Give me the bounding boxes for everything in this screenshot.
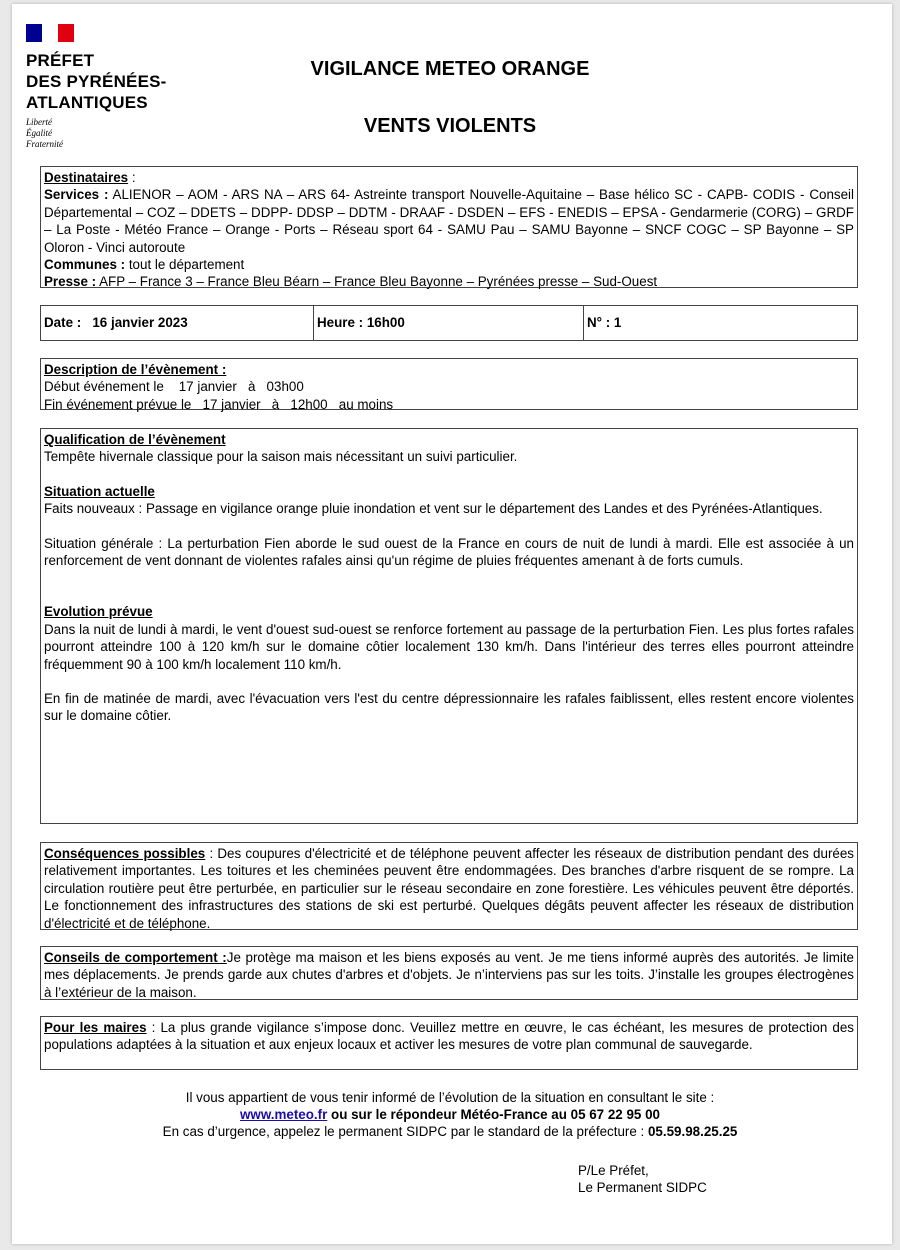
meteo-link[interactable]: www.meteo.fr xyxy=(240,1107,328,1122)
evolution-label: Evolution prévue xyxy=(44,604,153,620)
devise: Liberté Égalité Fraternité xyxy=(26,117,63,149)
document-title: VIGILANCE METEO ORANGE xyxy=(310,58,590,80)
communes-text: tout le département xyxy=(125,257,245,273)
footer-line-2 xyxy=(40,1106,860,1123)
numero-cell: N° : 1 xyxy=(587,315,622,331)
situation-generale: Situation générale : La perturbation Fien aborde le sud ouest de la France en cours de nuit de lundi à mardi. Elle est associée à un renforcement de vent donnant de violentes rafales ainsi qu'un régime de pluies fréquentes amenant à de forts cumuls. xyxy=(44,535,854,569)
footer-line-3 xyxy=(40,1123,860,1140)
destinataires-box: Destinataires : Services : ALIENOR – AOM - ARS NA – ARS 64- Astreinte transport Nouvelle-Aquitaine – Base hélico SC - CAPB- CODIS - Conseil Départemental – COZ – DDETS – DDPP- DDSP – DDTM - DRAAF - DSDEN – EFS - ENEDIS – EPSA - Gendarmerie (CORG) – GRDF – La Poste - Météo France – Orange - Ports – Réseau sport 64 - SAMU Pau – SAMU Bayonne – SNCF COGC – SP Bayonne – SP Oloron - Vinci autoroute Communes : tout le département Presse : AFP – France 3 – France Bleu Béarn – France Bleu Bayonne – Pyrénées presse – Sud-Ouest xyxy=(40,166,858,288)
heure-cell: Heure : 16h00 xyxy=(317,315,405,331)
conseils-text: Je protège ma maison et les biens exposés au vent. Je me tiens informé auprès des autorités. Je limite mes déplacements. Je prends garde aux chutes d'arbres et d'objets. Je n’interviens pas sur les toits. J’installe les groupes électrogènes à l’extérieur de la maison. xyxy=(44,950,855,1000)
consequences-text: : Des coupures d'électricité et de téléphone peuvent affecter les réseaux de distribution pendant des durées relativement importantes. Les toitures et les cheminées peuvent être endommagées. Des branches d'arbre risquent de se rompre. La circulation routière peut être perturbée, en particulier sur le réseau secondaire en zone forestière. Les véhicules peuvent être déportés. Le fonctionnement des infrastructures des stations de ski est perturbé. Quelques dégâts peuvent affecter les réseaux de distribution d'électricité et de téléphone. xyxy=(44,846,854,931)
signature xyxy=(578,1162,707,1196)
footer-line-1: Il vous appartient de vous tenir informé de l’évolution de la situation en consultant le site : xyxy=(185,1090,715,1105)
conseils-label: Conseils de comportement : xyxy=(44,950,227,965)
description-box xyxy=(40,358,858,410)
repondeur-text: ou sur le répondeur Météo-France au 05 67 22 95 00 xyxy=(327,1107,660,1122)
qualification-label: Qualification de l’évènement xyxy=(44,432,226,447)
services-label: Services : xyxy=(44,187,109,203)
maires-label: Pour les maires xyxy=(44,1020,147,1035)
presse-label: Presse : xyxy=(44,274,97,290)
document-subtitle: VENTS VIOLENTS xyxy=(363,115,537,137)
conseils-box xyxy=(40,946,858,1000)
debut-evenement: Début événement le 17 janvier à 03h00 xyxy=(44,379,304,395)
description-label: Description de l’évènement : xyxy=(44,362,227,377)
prefet-name: PRÉFET DES PYRÉNÉES- ATLANTIQUES xyxy=(26,51,167,112)
services-text: ALIENOR – AOM - ARS NA – ARS 64- Astreinte transport Nouvelle-Aquitaine – Base hélico SC - CAPB- CODIS - Conseil Départemental – COZ – DDETS – DDPP- DDSP – DDTM - DRAAF - DSDEN – EFS - ENEDIS – EPSA - Gendarmerie (CORG) – GRDF – La Poste - Météo France – Orange - Ports – Réseau sport 64 - SAMU Pau – SAMU Bayonne – SNCF COGC – SP Bayonne – SP Oloron - Vinci autoroute xyxy=(44,187,854,255)
fin-evenement: Fin événement prévue le 17 janvier à 12h00 au moins xyxy=(44,396,394,412)
marianne-flag-icon xyxy=(26,24,74,42)
presse-text: AFP – France 3 – France Bleu Béarn – France Bleu Bayonne – Pyrénées presse – Sud-Ouest xyxy=(96,274,658,290)
communes-label: Communes : xyxy=(44,257,126,273)
signature-line-2: Le Permanent SIDPC xyxy=(578,1180,707,1195)
signature-line-1: P/Le Préfet, xyxy=(578,1163,649,1178)
standard-phone: 05.59.98.25.25 xyxy=(647,1124,738,1139)
qualification-box xyxy=(40,428,858,824)
evolution-paragraph-1: Dans la nuit de lundi à mardi, le vent d'ouest sud-ouest se renforce fortement au passage de la perturbation Fien. Les plus fortes rafales pourront atteindre 100 à 120 km/h sur le domaine côtier localement 130 km/h. Dans l'intérieur des terres elles pourront atteindre fréquemment 90 à 100 km/h localement 110 km/h. xyxy=(44,621,854,672)
qualification-text: Tempête hivernale classique pour la saison mais nécessitant un suivi particulier. xyxy=(44,449,518,465)
faits-nouveaux: Faits nouveaux : Passage en vigilance orange pluie inondation et vent sur le département des Landes et des Pyrénées-Atlantiques. xyxy=(44,501,823,517)
prefecture-logo xyxy=(26,24,167,150)
situation-label: Situation actuelle xyxy=(44,483,155,499)
date-cell: Date : 16 janvier 2023 xyxy=(44,315,188,331)
info-row xyxy=(40,305,858,341)
evolution-paragraph-2: En fin de matinée de mardi, avec l'évacuation vers l'est du centre dépressionnaire les rafales faiblissent, elles restent encore violentes sur le domaine côtier. xyxy=(44,691,854,724)
consequences-label: Conséquences possibles xyxy=(44,846,206,861)
maires-box xyxy=(40,1016,858,1070)
urgence-text: En cas d’urgence, appelez le permanent SIDPC par le standard de la préfecture : xyxy=(162,1124,648,1139)
maires-text: : La plus grande vigilance s’impose donc. Veuillez mettre en œuvre, le cas échéant, les mesures de protection des populations adaptées à la situation et aux enjeux locaux et activer les mesures de votre plan communal de sauvegarde. xyxy=(44,1020,854,1053)
consequences-box xyxy=(40,842,858,930)
destinataires-label: Destinataires xyxy=(44,170,129,185)
